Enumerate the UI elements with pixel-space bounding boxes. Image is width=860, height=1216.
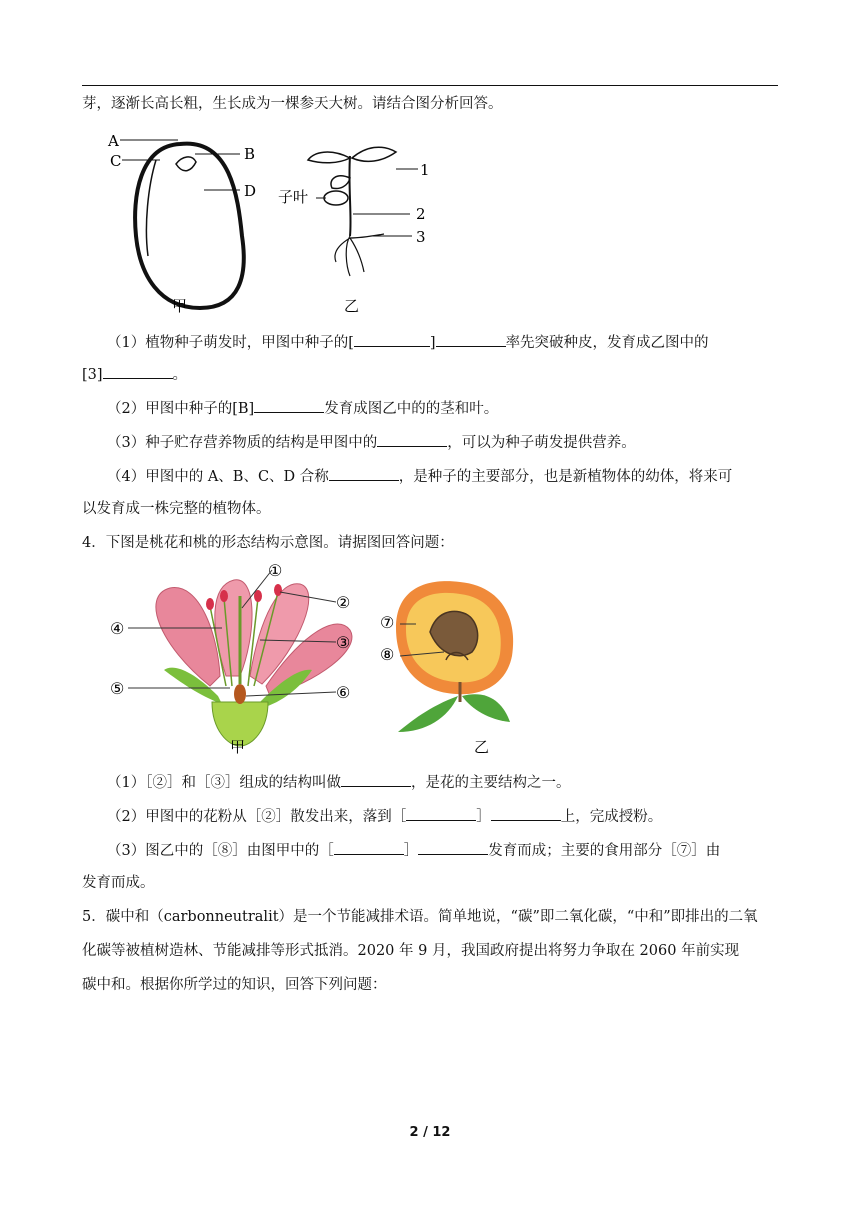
label-1: 1 (420, 161, 430, 179)
label-1: ① (268, 561, 283, 580)
q3-part1-line1: （1）植物种子萌发时，甲图中种子的[ ] 率先突破种皮，发育成乙图中的 (107, 331, 709, 353)
q3-part4-line2: 以发育成一株完整的植物体。 (82, 501, 271, 517)
q5-line3: 碳中和。根据你所学过的知识，回答下列问题： (82, 977, 387, 993)
peach-figure (100, 556, 550, 756)
caption-jia-1: 甲 (172, 297, 188, 315)
label-6: ⑥ (336, 683, 351, 702)
label-3: ③ (336, 633, 351, 652)
label-5: ⑤ (110, 679, 125, 698)
blank[interactable] (377, 431, 447, 447)
blank[interactable] (103, 363, 173, 379)
intro-line: 芽，逐渐长高长粗，生长成为一棵参天大树。请结合图分析回答。 (82, 96, 503, 112)
label-3: 3 (416, 228, 426, 246)
q4-part1: （1）［②］和［③］组成的结构叫做 ，是花的主要结构之一。 (107, 771, 570, 793)
seed-outline (135, 144, 244, 308)
label-cotyledon: 子叶 (278, 188, 309, 206)
label-2: 2 (416, 205, 426, 223)
label-A: A (108, 132, 119, 150)
blank[interactable] (406, 805, 476, 821)
label-4: ④ (110, 619, 125, 638)
seed-seedling-figure (100, 126, 445, 316)
seedling-drawing (308, 147, 418, 276)
blank[interactable] (254, 397, 324, 413)
q3-part4-line1: （4）甲图中的 A、B、C、D 合称 ，是种子的主要部分，也是新植物体的幼体，将来可 (107, 465, 732, 487)
q3-part2: （2）甲图中种子的[B] 发育成图乙中的的茎和叶。 (107, 397, 498, 419)
blank[interactable] (334, 839, 404, 855)
blank[interactable] (491, 805, 561, 821)
label-B: B (244, 145, 256, 163)
blank[interactable] (418, 839, 488, 855)
caption-yi-1: 乙 (344, 297, 360, 315)
header-rule (82, 85, 778, 86)
blank[interactable] (436, 331, 506, 347)
leaf (462, 694, 510, 722)
q5-line1: 5．碳中和（carbonneutralit）是一个节能减排术语。简单地说，“碳”即二氧化碳，“中和”即排出的二氧 (82, 909, 758, 925)
label-8: ⑧ (380, 645, 395, 664)
caption-yi-2: 乙 (474, 738, 490, 756)
label-7: ⑦ (380, 613, 395, 632)
leaf (398, 696, 458, 732)
blank[interactable] (341, 771, 411, 787)
q3-part1-line2: [3] 。 (82, 363, 187, 385)
blank[interactable] (329, 465, 399, 481)
q5-line2: 化碳等被植树造林、节能减排等形式抵消。2020 年 9 月，我国政府提出将努力争取在 2060 年前实现 (82, 943, 740, 959)
caption-jia-2: 甲 (230, 738, 246, 756)
q4-part3-line1: （3）图乙中的［⑧］由图甲中的［ ］ 发育而成；主要的食用部分［⑦］由 (107, 839, 720, 861)
q4-part3-line2: 发育而成。 (82, 875, 155, 891)
label-C: C (110, 152, 122, 170)
q4-stem: 4．下图是桃花和桃的形态结构示意图。请据图回答问题： (82, 535, 454, 551)
q4-part2: （2）甲图中的花粉从［②］散发出来，落到［ ］ 上，完成授粉。 (107, 805, 662, 827)
label-2: ② (336, 593, 351, 612)
q3-part3: （3）种子贮存营养物质的结构是甲图中的 ，可以为种子萌发提供营养。 (107, 431, 636, 453)
blank[interactable] (354, 331, 430, 347)
page-number: 2 / 12 (409, 1125, 451, 1140)
label-D: D (244, 182, 257, 200)
